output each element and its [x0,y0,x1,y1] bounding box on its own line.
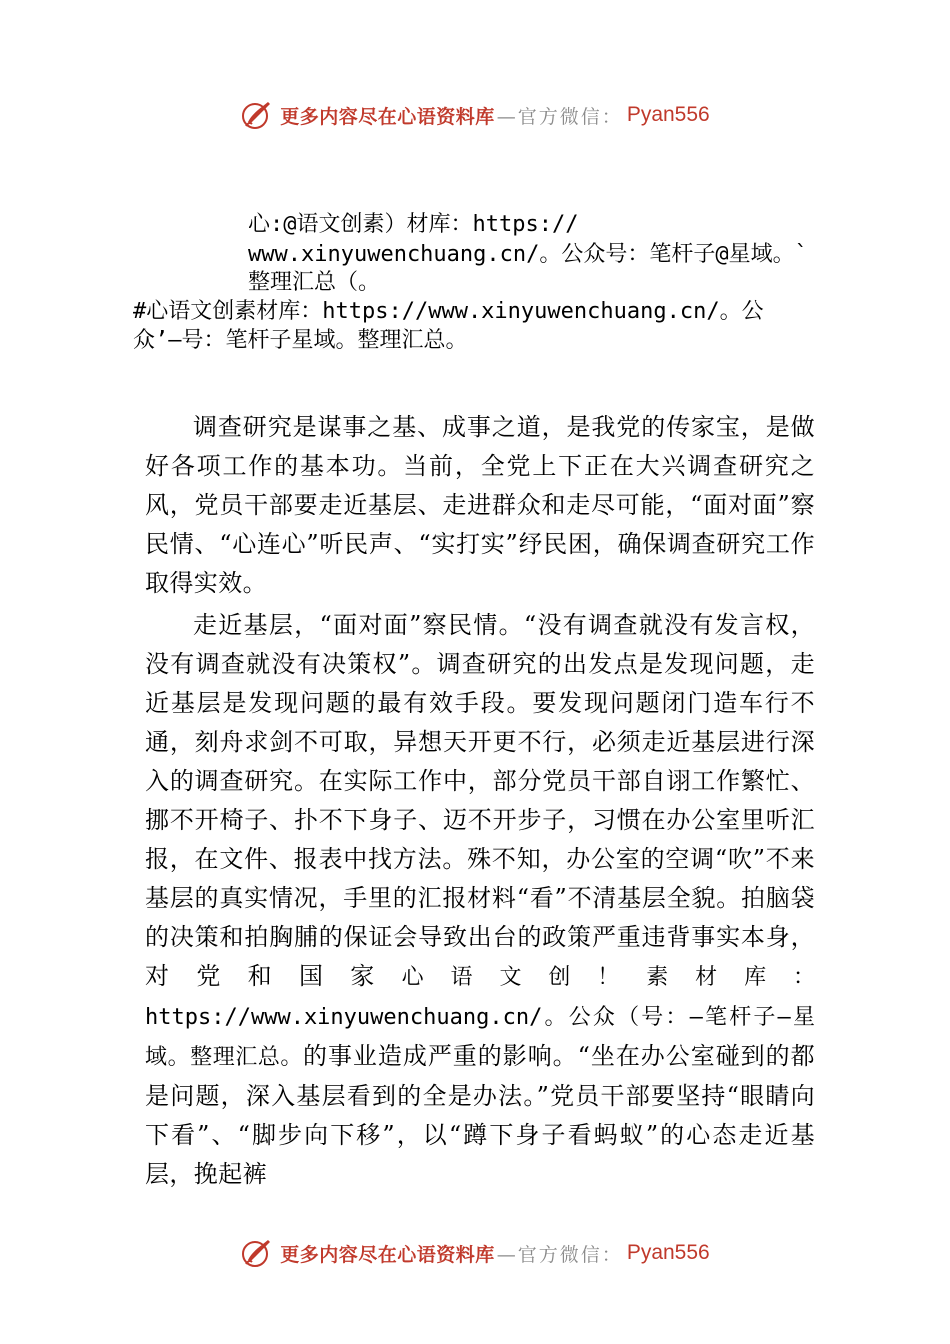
paragraph-2-text-a: 走近基层，“面对面”察民情。“没有调查就没有发言权，没有调查就没有决策权”。调查研究的出发点是发现问题，走近基层是发现问题的最有效手段。要发现问题闭门造车行不通，刻舟求剑不可取，异想天开更不行，必须走近基层进行深入的调查研究。在实际工作中，部分党员干部自诩工作繁忙、挪不开椅子、扑不下身子、迈不开步子，习惯在办公室里听汇报，在文件、报表中找方法。殊不知，办公室的空调“吹”不来基层的真实情况，手里的汇报材料“看”不清基层全貌。拍脑袋的决策和拍胸脯的保证会导致出台的政策严重违背事实本身，对党和国家 [145,611,815,990]
footer-title: 更多内容尽在心语资料库 [280,1243,495,1266]
watermark-line-5: 众’—号：笔杆子星域。整理汇总。 [133,328,468,353]
watermark-line-1: 心:@语文创素）材库：https:// [248,212,579,237]
brush-logo-icon [240,98,274,132]
header-banner [0,95,950,135]
watermark-line-4: #心语文创素材库：https://www.xinyuwenchuang.cn/。公 [133,299,764,324]
brush-logo-icon [240,1236,274,1270]
header-title: 更多内容尽在心语资料库 [280,105,495,128]
watermark-line-3: 整理汇总（。 [248,270,381,295]
paragraph-1: 调查研究是谋事之基、成事之道，是我党的传家宝，是做好各项工作的基本功。当前，全党上下正在大兴调查研究之风，党员干部要走近基层、走进群众和走尽可能，“面对面”察民情、“心连心”听民声、“实打实”纾民困，确保调查研究工作取得实效。 [145,413,815,597]
header-wechat-id: Pyan556 [626,103,710,126]
footer-wechat-id: Pyan556 [626,1241,710,1264]
paragraph-2-watermark: 心语文创！素材库：https://www.xinyuwenchuang.cn/。公众（号：—笔杆子—星域。整理汇总。 [145,965,815,1070]
footer-subtitle: —官方微信： [496,1243,623,1266]
watermark-line-2: www.xinyuwenchuang.cn/。公众号：笔杆子@星域。` [248,242,808,267]
header-subtitle: —官方微信： [496,105,623,128]
footer-banner [0,1233,950,1273]
paragraph-2-text-b: 的事业造成严重的影响。“坐在办公室碰到的都是问题，深入基层看到的全是办法。”党员干部要坚持“眼睛向下看”、“脚步向下移”，以“蹲下身子看蚂蚁”的心态走近基层，挽起裤 [145,1042,815,1188]
paragraph-2 [145,606,815,1194]
